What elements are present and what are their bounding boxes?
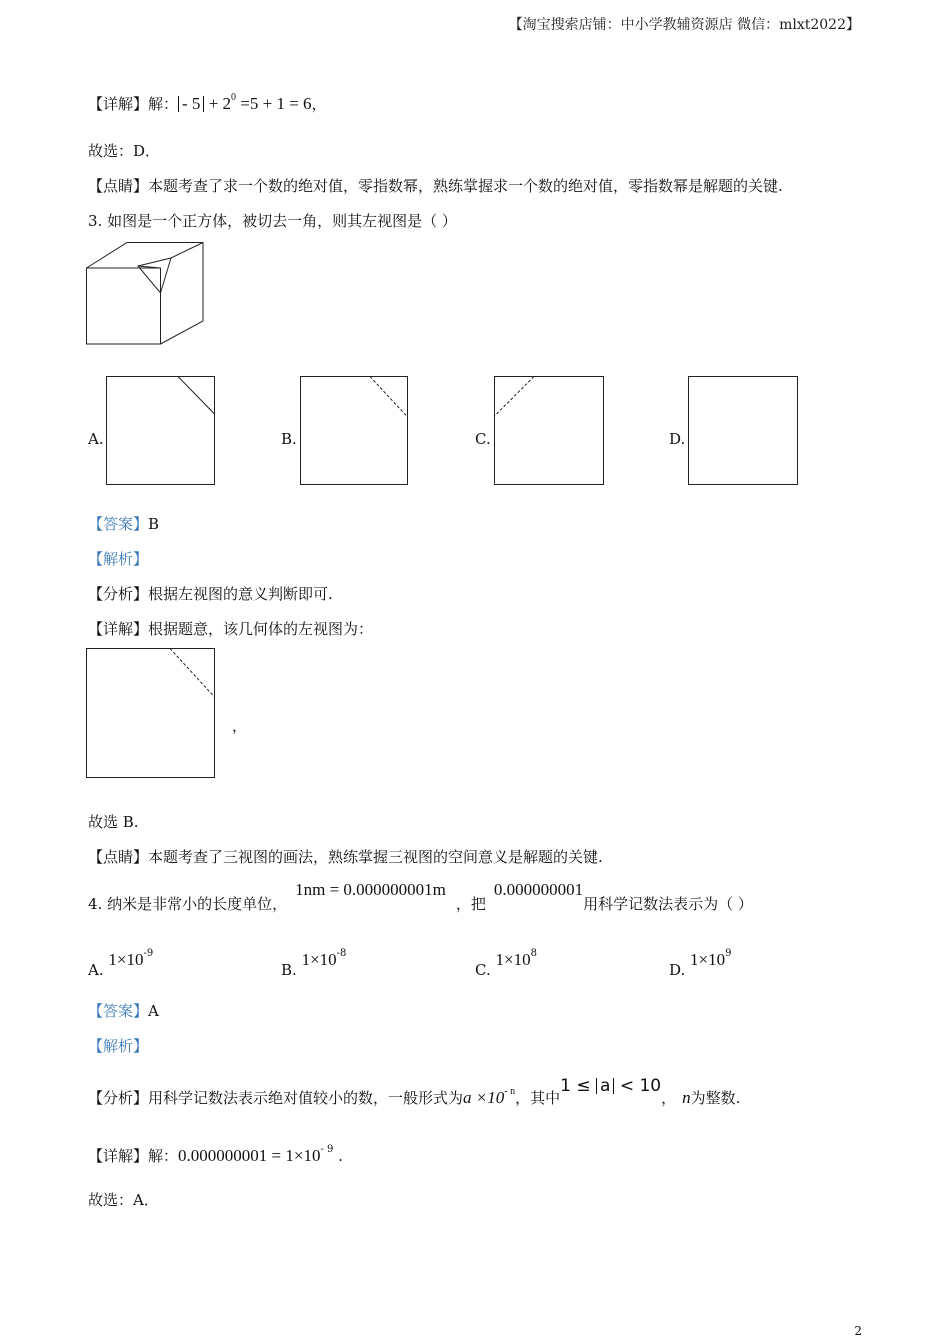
condition-expr: 1 ≤ a < 10 [560,1076,662,1096]
dashed-diagonal-line [370,377,408,418]
q3-choose: 故选 B. [88,813,139,831]
answer-value: A [148,1002,159,1020]
q3-dianjing: 【点睛】本题考查了三视图的画法，熟练掌握三视图的空间意义是解题的关键. [88,848,603,866]
detail-tail: ， [311,95,327,113]
q3-answer-line [88,514,159,534]
q4-suffix: 用科学记数法表示为（ ） [583,895,753,913]
solid-diagonal-line [178,377,215,415]
option-b-label[interactable]: B. [281,430,297,448]
option-c-label[interactable]: C. [475,430,491,448]
left-view-figure [86,648,218,780]
figure-comma: ， [232,717,248,735]
q4-analysis-tag: 【解析】 [88,1037,149,1055]
q4-answer-line [88,1001,159,1021]
page-number: 2 [854,1324,862,1338]
q3-fenxi: 【分析】根据左视图的意义判断即可. [88,585,333,603]
answer-tag: 【答案】 [88,515,149,533]
q4-option-b[interactable]: B. $1\times 10^{-8}$ [281,948,347,979]
cut-cube-figure [86,242,206,346]
option-c-figure[interactable] [494,376,606,486]
abs-value: - 5 [178,96,204,112]
page-header: 【淘宝搜索店铺：中小学教辅资源店 微信：mlxt2022】 [508,17,860,33]
q4-fenxi: 【分析】用科学记数法表示绝对值较小的数，一般形式为$a \times 10^{- n}$，其中1 ≤ a < 10， n为整数. [88,1076,741,1107]
detail-solution-line [88,88,327,114]
choose-d: 故选：D． [88,142,161,160]
sci-form: $a \times 10^{- n}$ [463,1086,516,1107]
option-d-figure[interactable] [688,376,800,486]
question-4 [88,880,753,913]
dashed-diagonal-line [495,377,535,417]
q3-analysis-tag: 【解析】 [88,550,149,568]
dashed-diagonal-line [170,649,215,698]
q4-option-a[interactable]: A. $1\times 10^{-9}$ [88,948,154,979]
abs-expression [178,94,312,113]
q4-option-d[interactable]: D. $1\times 10^9$ [669,948,732,979]
detail-prefix: 【详解】解： [88,95,179,113]
option-a-label[interactable]: A. [88,430,104,448]
dianjing-1: 【点睛】本题考查了求一个数的绝对值，零指数幂，熟练掌握求一个数的绝对值，零指数幂是解题的关键. [88,177,783,195]
equation-rhs: =5 + 1 = 6 [240,94,312,113]
cut-corner-triangle [138,258,171,293]
plus-two: + 2 [208,94,232,113]
q4-option-c[interactable]: C. $1\times 10^8$ [475,948,537,979]
q4-math-nm: 1nm = 0.000000001m [295,880,446,899]
option-b-figure[interactable] [300,376,410,486]
option-a-figure[interactable] [106,376,216,486]
question-3: 3. 如图是一个正方体，被切去一角，则其左视图是（ ） [88,212,457,230]
q4-xiangjie: 【详解】解：$0.000000001 = 1\times 10^{- 9}$ . [88,1144,343,1165]
q4-choose: 故选：A． [88,1191,159,1209]
q3-xiangjie: 【详解】根据题意，该几何体的左视图为： [88,620,374,638]
cube-top-edge-right [171,243,203,259]
option-d-label[interactable]: D. [669,430,686,448]
answer-value: B [148,515,160,533]
exponent-zero: 0 [231,92,237,103]
q4-prefix: 4. 纳米是非常小的长度单位， [88,895,288,913]
q4-math-number: 0.000000001 [493,880,584,899]
cube-back-edges [87,243,204,345]
answer-tag: 【答案】 [88,1002,149,1020]
q4-mid: ，把 [455,895,486,913]
